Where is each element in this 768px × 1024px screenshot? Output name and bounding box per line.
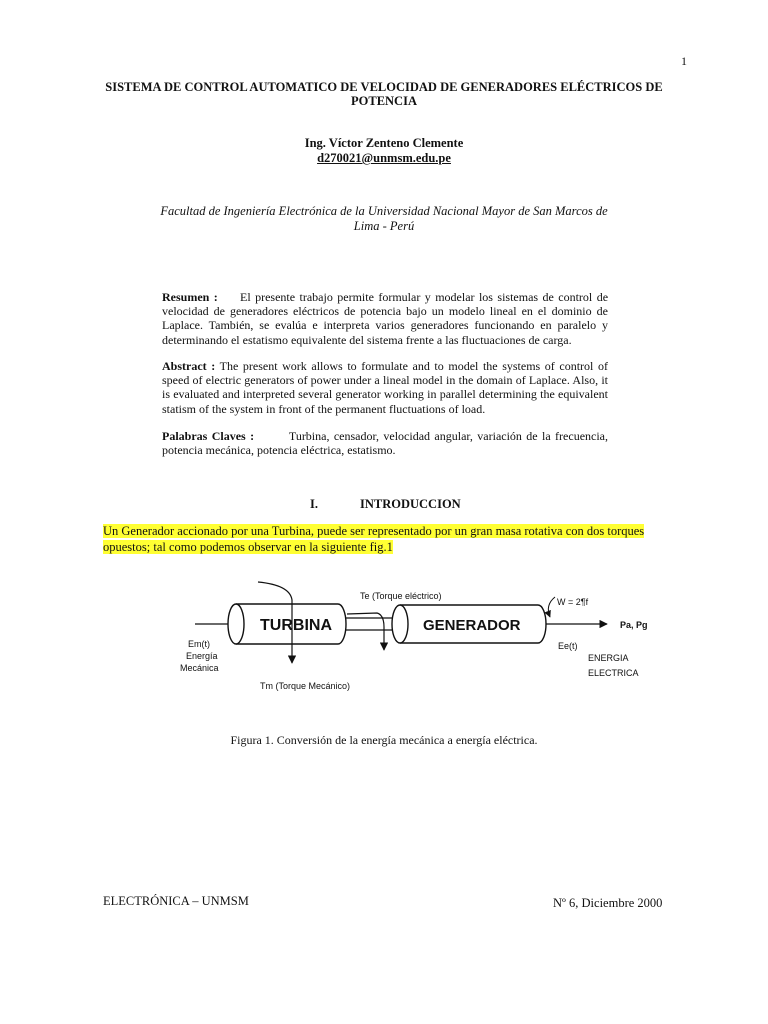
resumen-label: Resumen : xyxy=(162,290,218,304)
abstract-paragraph xyxy=(162,359,608,416)
section-title: INTRODUCCION xyxy=(360,497,461,511)
abstract-label: Abstract : xyxy=(162,359,216,373)
resumen-text: El presente trabajo permite formular y modelar los sistemas de control de velocidad de generadores eléctricos de potencia bajo un modelo lineal en el dominio de Laplace. También, se evalúa e interpreta varios generadores funcionando en paralelo y determinando el estatismo equivalente del sistema frente a las fluctuaciones de carga. xyxy=(162,290,609,347)
affiliation: Facultad de Ingeniería Electrónica de la Universidad Nacional Mayor de San Marcos de Lima - Perú xyxy=(160,204,608,233)
abstract-text: The present work allows to formulate and to model the systems of control of speed of electric generators of power under a lineal model in the domain of Laplace. Also, it is evaluated and interpreted several generator working in parallel determining the equivalent statism of the system in front of the permanent fluctuations of load. xyxy=(162,359,608,416)
keywords-label: Palabras Claves : xyxy=(162,429,255,443)
footer-journal: ELECTRÓNICA – UNMSM xyxy=(103,894,249,908)
figure-1-diagram xyxy=(150,575,670,705)
resumen-paragraph xyxy=(162,290,608,347)
section-heading xyxy=(310,497,461,512)
figure-caption: Figura 1. Conversión de la energía mecánica a energía eléctrica. xyxy=(230,733,538,747)
pa-pg-label: Pa, Pg xyxy=(620,620,648,630)
turbina-label: TURBINA xyxy=(260,617,332,634)
em-line-2: Energía xyxy=(186,651,218,661)
page-number: 1 xyxy=(681,54,687,68)
author-email xyxy=(0,151,768,166)
w-label: W = 2¶f xyxy=(557,597,589,607)
energia-electrica-line-1: ENERGIA xyxy=(588,653,629,663)
generador-label: GENERADOR xyxy=(423,617,521,634)
paper-title: SISTEMA DE CONTROL AUTOMATICO DE VELOCIDAD DE GENERADORES ELÉCTRICOS DE POTENCIA xyxy=(105,80,663,108)
keywords-text: Turbina, censador, velocidad angular, variación de la frecuencia, potencia mecánica, potencia eléctrica, estatismo. xyxy=(162,429,609,458)
ee-label: Ee(t) xyxy=(558,641,578,651)
te-label: Te (Torque eléctrico) xyxy=(360,591,442,601)
keywords-paragraph xyxy=(162,429,608,457)
w-rotation-arrow xyxy=(548,597,555,617)
section-number: I. xyxy=(310,497,318,511)
email-link[interactable]: d270021@unmsm.edu.pe xyxy=(317,151,451,165)
tm-label: Tm (Torque Mecánico) xyxy=(260,681,351,691)
author-name: Ing. Víctor Zenteno Clemente xyxy=(304,136,464,150)
energia-electrica-line-2: ELECTRICA xyxy=(588,668,639,678)
intro-highlighted-text: Un Generador accionado por una Turbina, puede ser representado por un gran masa rotativa con dos torques opuestos; tal como podemos observar en la siguiente fig.1 xyxy=(103,524,645,554)
footer-issue: Nº 6, Diciembre 2000 xyxy=(553,896,663,910)
em-line-1: Em(t) xyxy=(188,639,210,649)
intro-paragraph xyxy=(103,523,671,555)
em-line-3: Mecánica xyxy=(180,663,219,673)
